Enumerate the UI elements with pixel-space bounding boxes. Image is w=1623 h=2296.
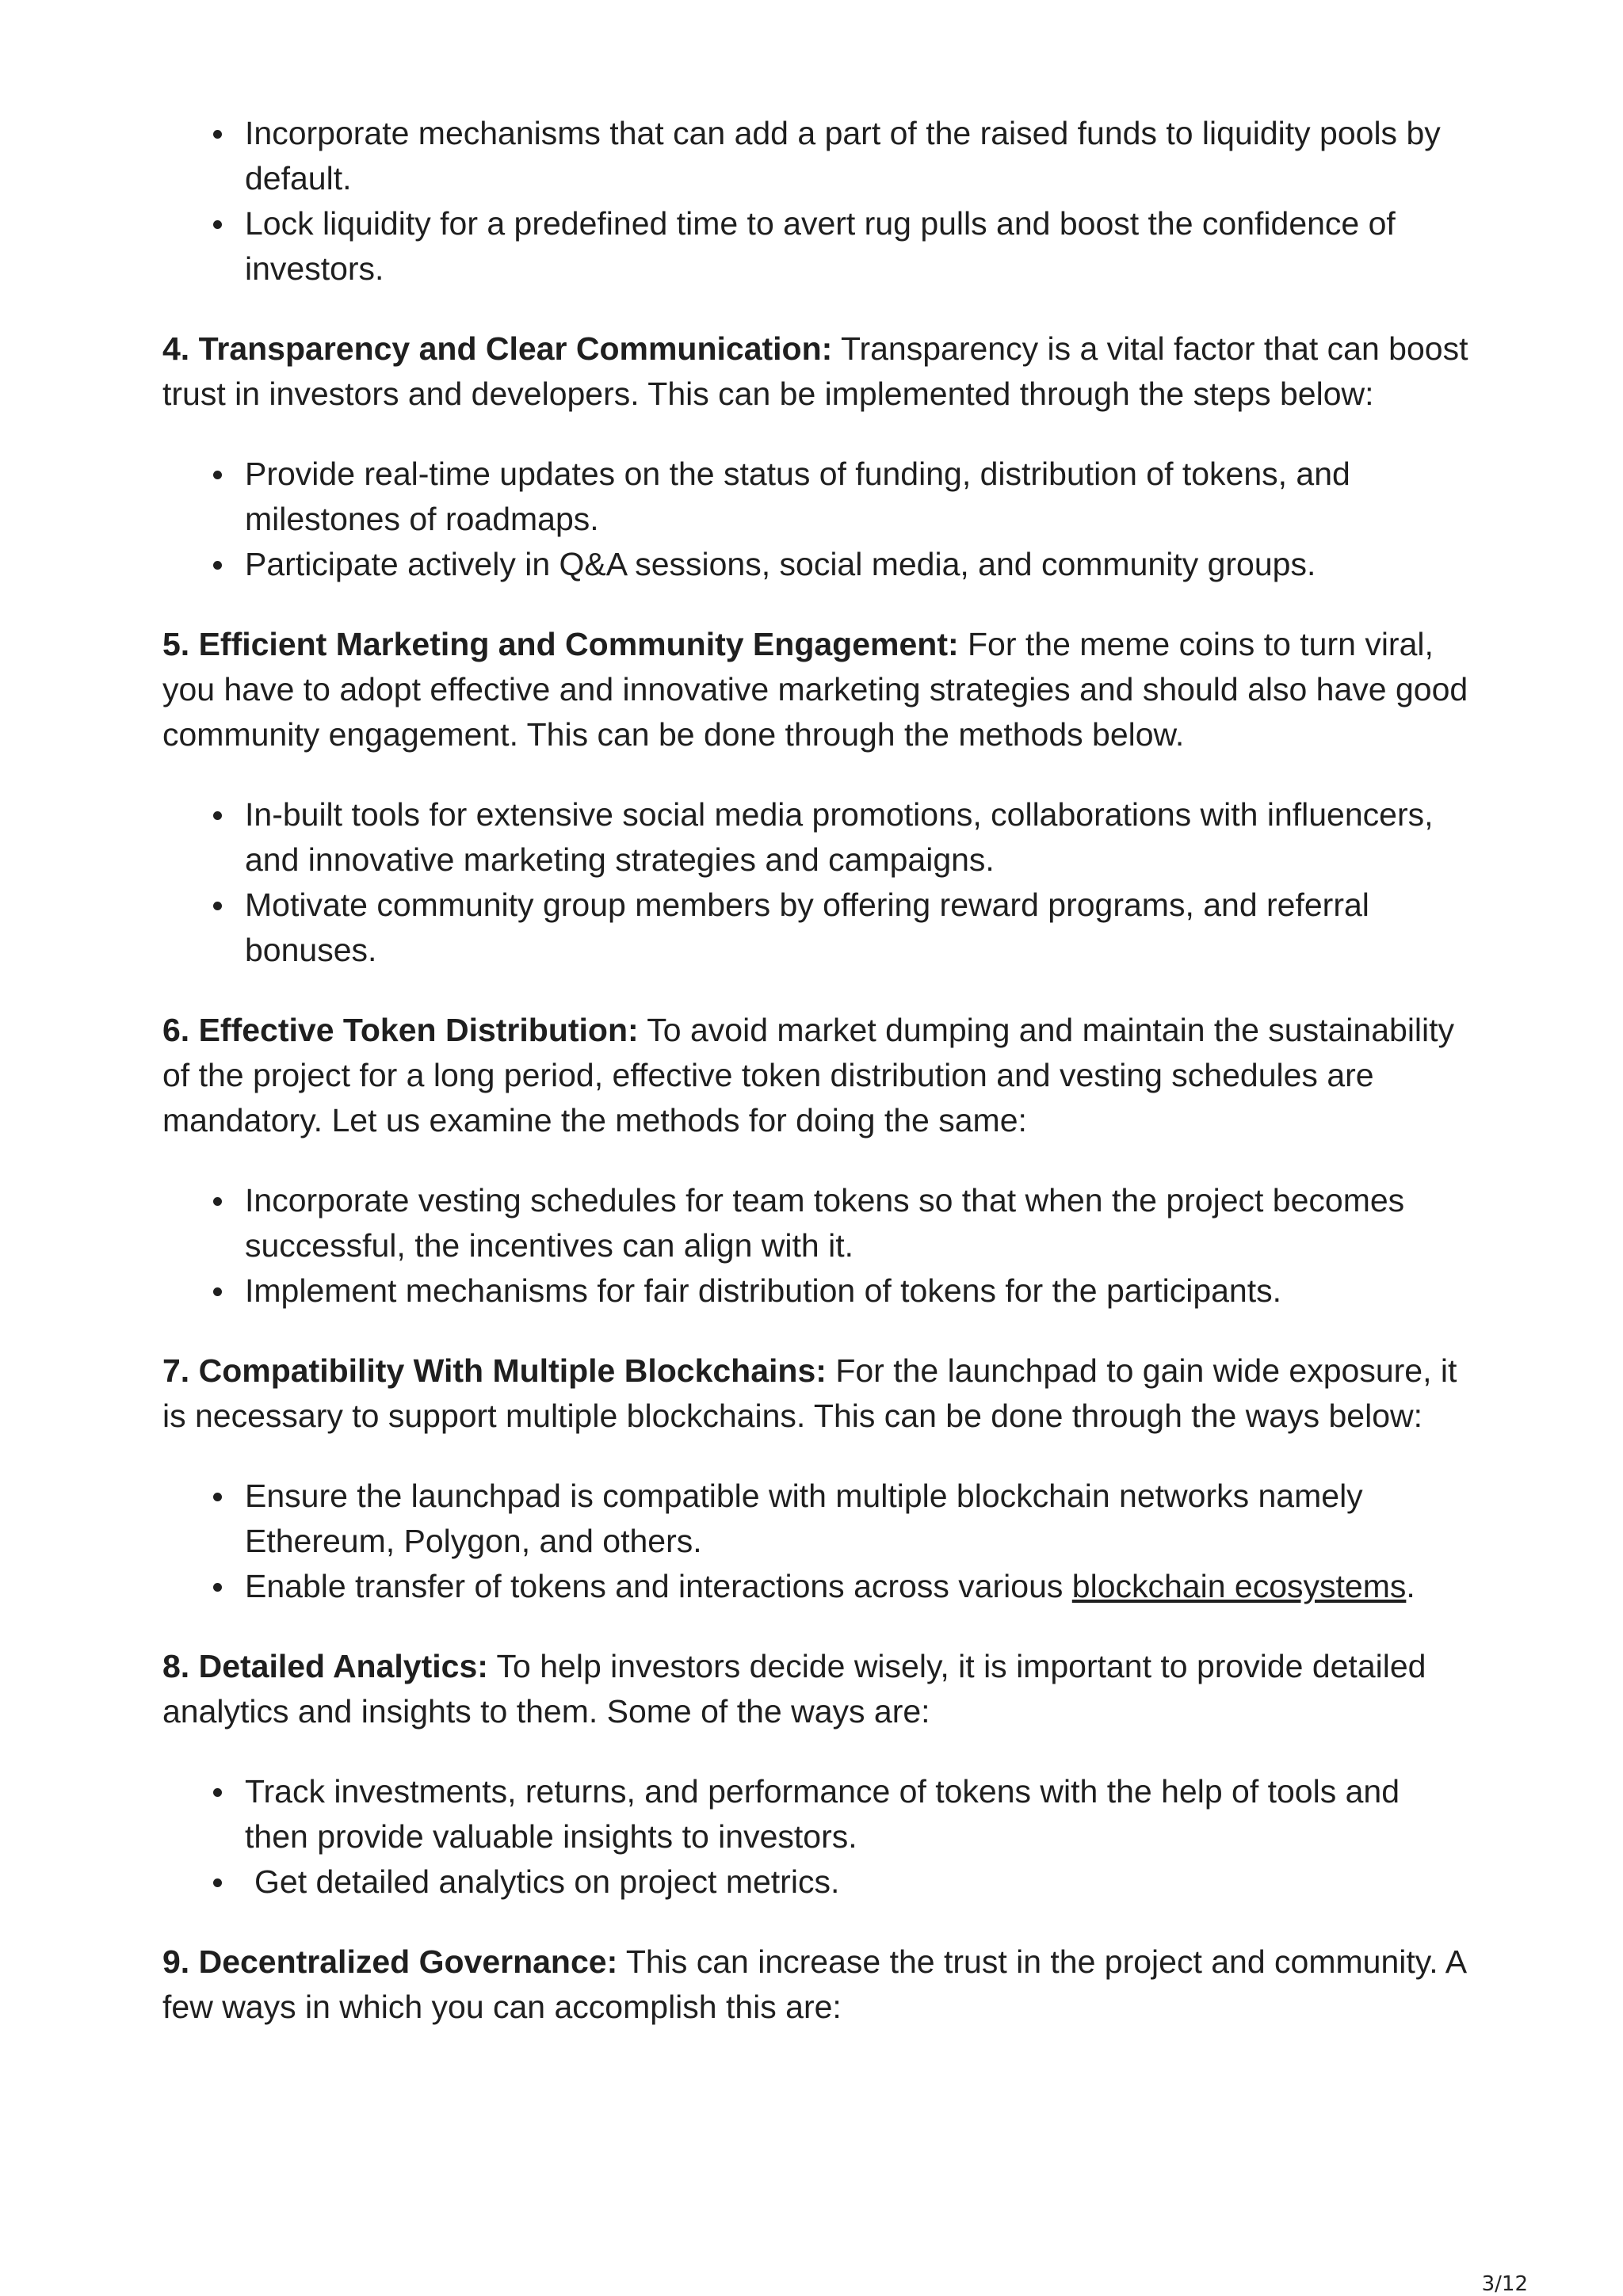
list-item: Motivate community group members by offering reward programs, and referral bonuses.	[245, 883, 1470, 973]
list-item: In-built tools for extensive social media promotions, collaborations with influencers, and innovative marketing strategies and campaigns.	[245, 792, 1470, 883]
list-item: Lock liquidity for a predefined time to avert rug pulls and boost the confidence of investors.	[245, 201, 1470, 292]
list-item: Incorporate mechanisms that can add a part of the raised funds to liquidity pools by default.	[245, 111, 1470, 201]
section-heading: 6. Effective Token Distribution:	[162, 1012, 639, 1048]
section-heading: 7. Compatibility With Multiple Blockchains:	[162, 1352, 827, 1389]
section-governance	[162, 1939, 1470, 2030]
section-token-distribution	[162, 1008, 1470, 1143]
section-heading: 5. Efficient Marketing and Community Engagement:	[162, 626, 959, 662]
section-body: To avoid market dumping and maintain the sustainability of the project for a long period, effective token distribution and vesting schedules are mandatory. Let us examine the methods for doing the same:	[162, 1012, 1455, 1138]
list-item: Participate actively in Q&A sessions, social media, and community groups.	[245, 542, 1470, 587]
section-body: For the meme coins to turn viral, you have to adopt effective and innovative marketing strategies and should also have good community engagement. This can be done through the methods below.	[162, 626, 1468, 753]
section-analytics	[162, 1644, 1470, 1734]
list-item-text: Enable transfer of tokens and interactions across various	[245, 1568, 1072, 1604]
section-marketing	[162, 622, 1470, 757]
section-body: Transparency is a vital factor that can boost trust in investors and developers. This can be implemented through the steps below:	[162, 330, 1468, 412]
bullet-list-analytics	[162, 1769, 1470, 1905]
list-item: Track investments, returns, and performance of tokens with the help of tools and then provide valuable insights to investors.	[245, 1769, 1470, 1859]
list-item	[245, 1564, 1470, 1609]
section-body: To help investors decide wisely, it is important to provide detailed analytics and insights to them. Some of the ways are:	[162, 1648, 1426, 1730]
list-item-text: Get detailed analytics on project metrics.	[254, 1863, 840, 1900]
list-item: Ensure the launchpad is compatible with multiple blockchain networks namely Ethereum, Polygon, and others.	[245, 1474, 1470, 1564]
bullet-list-multichain	[162, 1474, 1470, 1609]
bullet-list-liquidity	[162, 111, 1470, 292]
section-body: This can increase the trust in the project and community. A few ways in which you can accomplish this are:	[162, 1943, 1465, 2025]
list-item	[245, 1859, 1470, 1905]
section-heading: 8. Detailed Analytics:	[162, 1648, 488, 1684]
section-heading: 9. Decentralized Governance:	[162, 1943, 618, 1980]
bullet-list-transparency	[162, 452, 1470, 587]
section-transparency	[162, 326, 1470, 417]
list-item: Incorporate vesting schedules for team tokens so that when the project becomes successful, the incentives can align with it.	[245, 1178, 1470, 1268]
section-body: For the launchpad to gain wide exposure, it is necessary to support multiple blockchains. This can be done through the ways below:	[162, 1352, 1457, 1434]
page-number: 3/12	[1481, 2272, 1528, 2296]
bullet-list-marketing	[162, 792, 1470, 973]
list-item: Provide real-time updates on the status of funding, distribution of tokens, and milestones of roadmaps.	[245, 452, 1470, 542]
list-item-suffix: .	[1406, 1568, 1415, 1604]
section-heading: 4. Transparency and Clear Communication:	[162, 330, 833, 367]
blockchain-ecosystems-link[interactable]: blockchain ecosystems	[1071, 1568, 1407, 1604]
bullet-list-token-distribution	[162, 1178, 1470, 1314]
list-item: Implement mechanisms for fair distribution of tokens for the participants.	[245, 1268, 1470, 1314]
document-page	[162, 111, 1470, 2065]
section-multichain	[162, 1348, 1470, 1439]
